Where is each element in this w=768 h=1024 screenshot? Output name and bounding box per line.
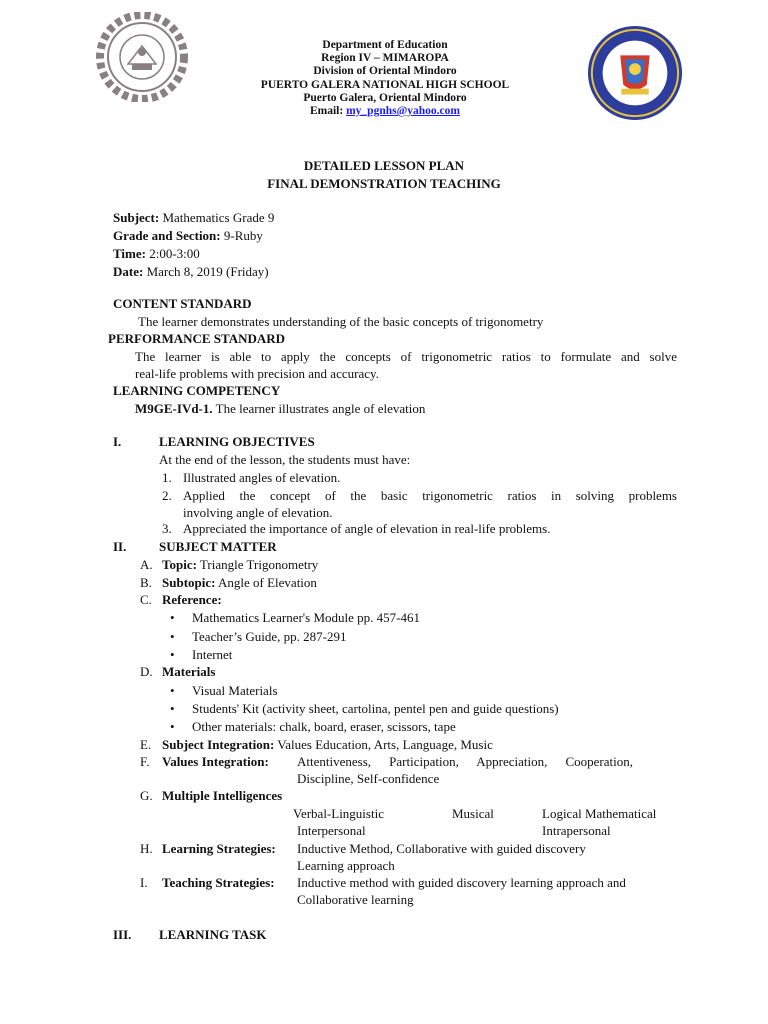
learning-strategies-label: Learning Strategies: <box>162 841 276 856</box>
list-number: 2. <box>162 488 172 503</box>
list-letter: F. <box>140 754 150 769</box>
info-date: Date: March 8, 2019 (Friday) <box>113 264 269 279</box>
subject-integration: Subject Integration: Values Education, Arts, Language, Music <box>162 737 493 752</box>
list-number: 1. <box>162 470 172 485</box>
subtopic: Subtopic: Angle of Elevation <box>162 575 317 590</box>
list-letter: A. <box>140 557 153 572</box>
teaching-strategies-text: Inductive method with guided discovery learning approach and <box>297 875 626 890</box>
intelligences-label: Multiple Intelligences <box>162 788 283 803</box>
letterhead <box>200 39 570 118</box>
info-grade-section: Grade and Section: 9-Ruby <box>113 228 263 243</box>
document-title: DETAILED LESSON PLAN <box>303 158 465 173</box>
learning-competency-heading: LEARNING COMPETENCY <box>113 383 281 398</box>
intelligence-item: Musical <box>452 806 494 821</box>
letterhead-line: Department of Education <box>322 39 448 51</box>
learning-competency-text: M9GE-IVd-1. The learner illustrates angle of elevation <box>135 401 426 416</box>
intelligence-item: Verbal-Linguistic <box>293 806 384 821</box>
objective-item: Appreciated the importance of angle of elevation in real-life problems. <box>183 521 551 536</box>
learning-strategies-text: Inductive Method, Collaborative with guided discovery <box>297 841 586 856</box>
reference-item: • Mathematics Learner's Module pp. 457-461 <box>192 610 420 626</box>
list-letter: C. <box>140 592 152 607</box>
list-letter: D. <box>140 664 153 679</box>
section-number: III. <box>113 927 132 942</box>
list-letter: B. <box>140 575 152 590</box>
teaching-strategies-text: Collaborative learning <box>297 892 414 907</box>
list-letter: I. <box>140 875 148 890</box>
document-subtitle: FINAL DEMONSTRATION TEACHING <box>267 176 501 191</box>
list-number: 3. <box>162 521 172 536</box>
objectives-intro: At the end of the lesson, the students must have: <box>159 452 411 467</box>
performance-standard-line: The learner is able to apply the concepts of trigonometric ratios to formulate and solve <box>135 349 677 364</box>
objective-item: Illustrated angles of elevation. <box>183 470 341 485</box>
subject-matter-heading: SUBJECT MATTER <box>159 539 277 554</box>
section-number: I. <box>113 434 122 449</box>
reference-item: • Teacher’s Guide, pp. 287-291 <box>192 629 346 645</box>
info-subject: Subject: Mathematics Grade 9 <box>113 210 275 225</box>
deped-seal <box>586 24 684 122</box>
materials-item: • Other materials: chalk, board, eraser, scissors, tape <box>192 719 456 735</box>
learning-strategies-text: Learning approach <box>297 858 395 873</box>
letterhead-line: Division of Oriental Mindoro <box>313 65 457 78</box>
reference-item: • Internet <box>192 647 232 663</box>
letterhead-line: Puerto Galera, Oriental Mindoro <box>303 91 467 104</box>
objectives-heading: LEARNING OBJECTIVES <box>159 434 315 449</box>
objective-item-cont: involving angle of elevation. <box>183 505 333 520</box>
values-integration-text: Discipline, Self-confidence <box>297 771 440 786</box>
section-number: II. <box>113 539 127 554</box>
list-letter: E. <box>140 737 152 752</box>
email-label: Email: <box>309 105 347 118</box>
info-time: Time: 2:00-3:00 <box>113 246 200 261</box>
topic: Topic: Triangle Trigonometry <box>162 557 319 572</box>
school-logo <box>92 12 192 102</box>
content-standard-text: The learner demonstrates understanding of the basic concepts of trigonometry <box>138 314 544 329</box>
letterhead-line: Region IV – MIMAROPA <box>321 52 449 65</box>
materials-item: • Visual Materials <box>192 683 278 699</box>
teaching-strategies-label: Teaching Strategies: <box>162 875 275 890</box>
intelligence-item: Interpersonal <box>297 823 366 838</box>
learning-task-heading: LEARNING TASK <box>159 927 267 942</box>
content-standard-heading: CONTENT STANDARD <box>113 296 252 311</box>
list-letter: H. <box>140 841 153 856</box>
intelligence-item: Logical Mathematical <box>542 806 657 821</box>
reference-label: Reference: <box>162 592 222 607</box>
list-letter: G. <box>140 788 153 803</box>
letterhead-line: PUERTO GALERA NATIONAL HIGH SCHOOL <box>260 78 510 91</box>
performance-standard-line: real-life problems with precision and accuracy. <box>135 366 379 381</box>
email-link[interactable]: my_pgnhs@yahoo.com <box>346 105 460 118</box>
materials-label: Materials <box>162 664 216 679</box>
values-integration-text: Attentiveness, Participation, Appreciation, Cooperation, <box>297 754 633 769</box>
performance-standard-heading: PERFORMANCE STANDARD <box>108 331 286 346</box>
values-integration-label: Values Integration: <box>162 754 269 769</box>
materials-item: • Students' Kit (activity sheet, cartolina, pentel pen and guide questions) <box>192 701 559 717</box>
objective-item: Applied the concept of the basic trigonometric ratios in solving problems <box>183 488 677 503</box>
intelligence-item: Intrapersonal <box>542 823 611 838</box>
